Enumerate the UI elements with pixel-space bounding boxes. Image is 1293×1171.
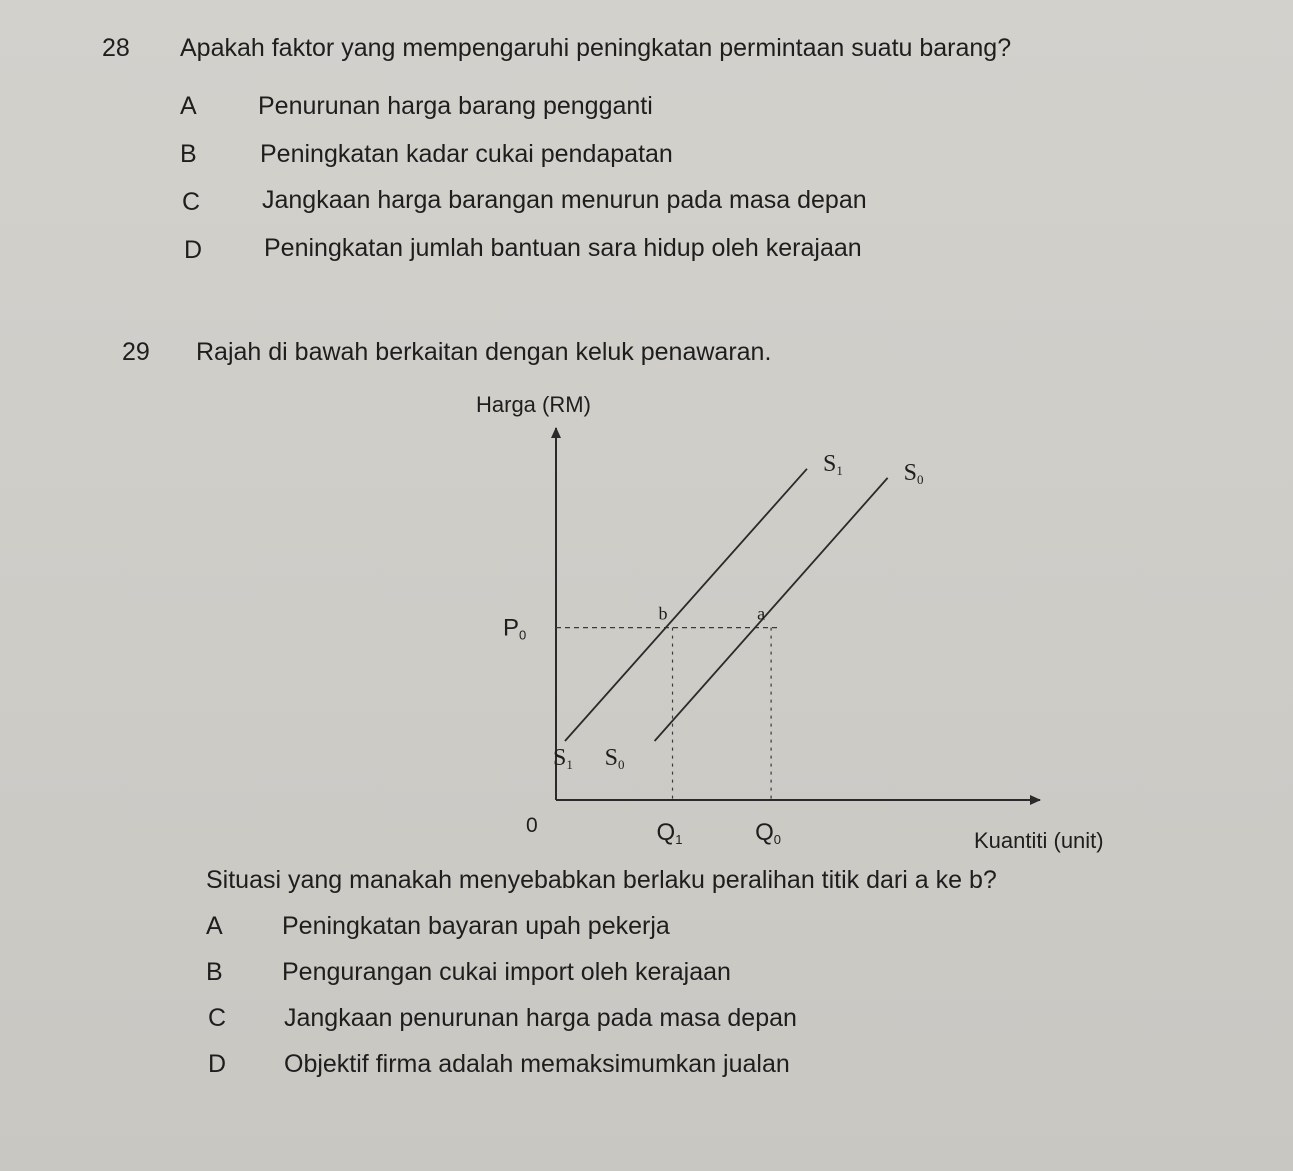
x-axis-label: Kuantiti (unit) [974, 828, 1104, 853]
q29-option-c-letter: C [208, 1004, 227, 1032]
q29-number: 29 [122, 338, 150, 366]
y-axis-label: Harga (RM) [476, 392, 591, 417]
supply-curve-s1-bottom-label: S1 [552, 745, 573, 773]
q29-option-b-text: Pengurangan cukai import oleh kerajaan [282, 958, 731, 986]
q29-option-d-letter: D [208, 1050, 227, 1078]
q29-option-a-text: Peningkatan bayaran upah pekerja [282, 912, 670, 940]
point-a-label: a [757, 603, 766, 624]
q29-option-d-text: Objektif firma adalah memaksimumkan jualan [284, 1050, 790, 1078]
q29-question: Rajah di bawah berkaitan dengan keluk penawaran. [196, 338, 772, 366]
q29-option-b-letter: B [206, 958, 223, 986]
q1-label: Q1 [656, 819, 683, 847]
q28-option-a-letter: A [180, 92, 197, 120]
p0-label: P0 [503, 614, 527, 643]
q29-situation: Situasi yang manakah menyebabkan berlaku peralihan titik dari a ke b? [206, 866, 997, 894]
q28-option-b-text: Peningkatan kadar cukai pendapatan [260, 140, 673, 168]
q28-question: Apakah faktor yang mempengaruhi peningkatan permintaan suatu barang? [180, 34, 1012, 62]
q28-option-c-text: Jangkaan harga barangan menurun pada masa depan [262, 186, 867, 214]
q28-option-d-text: Peningkatan jumlah bantuan sara hidup oleh kerajaan [264, 234, 862, 262]
supply-curve-s0-top-label: S0 [903, 459, 924, 487]
point-b-label: b [658, 603, 668, 624]
q28-number: 28 [102, 34, 130, 62]
supply-curve-s1-top-label: S1 [822, 450, 843, 478]
origin-label: 0 [526, 814, 538, 837]
supply-curve-s0-bottom-label: S0 [604, 745, 625, 773]
q29-option-a-letter: A [206, 912, 223, 940]
q0-label: Q0 [755, 819, 782, 847]
q29-option-c-text: Jangkaan penurunan harga pada masa depan [284, 1004, 797, 1032]
q28-option-b-letter: B [180, 140, 197, 168]
q28-option-d-letter: D [184, 236, 203, 264]
q28-option-c-letter: C [182, 188, 201, 216]
q28-option-a-text: Penurunan harga barang pengganti [258, 92, 653, 120]
